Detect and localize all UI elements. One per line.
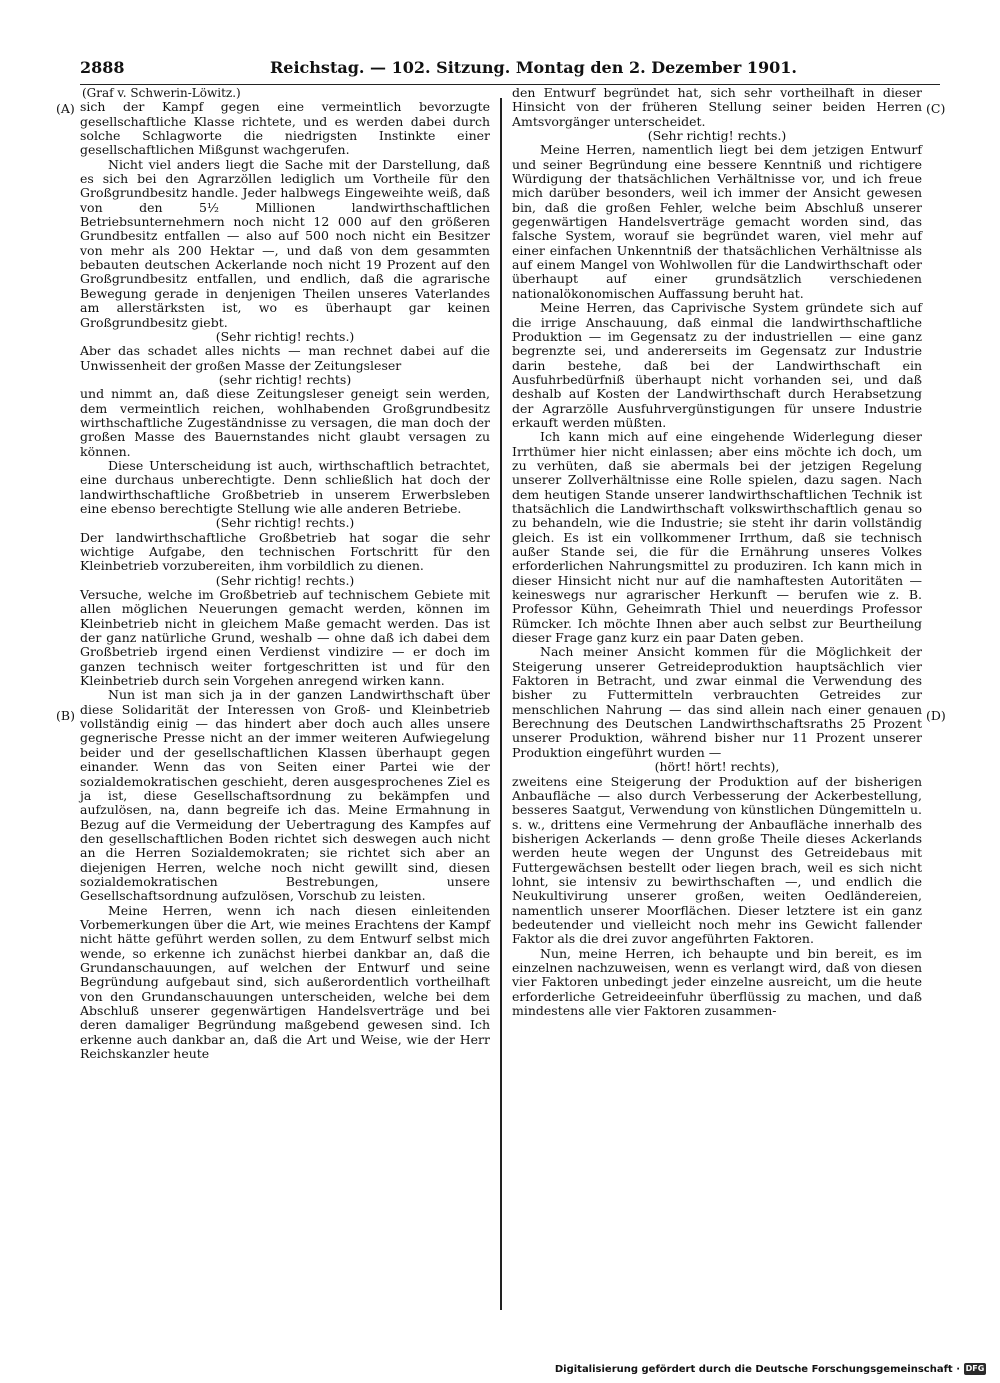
margin-marker-d: (D) <box>926 708 946 723</box>
left-column <box>80 86 490 1061</box>
paragraph: Meine Herren, das Caprivische System gründete sich auf die irrige Anschauung, daß einmal die landwirthschaftliche Produktion — im Gegensatz zu der industriellen — eine ganz begrenzte sei, und andererseits im Gegensatz zur Industrie darin bestehe, daß bei der Landwirthschaft ein Ausfuhrbedürfniß überhaupt nicht vorhanden sei, und daß deshalb auf Kosten der Landwirthschaft durch Herabsetzung der Agrarzölle Ausfuhrvergünstigungen für unsere Industrie erkauft werden müßten. <box>512 300 922 430</box>
running-title: Reichstag. — 102. Sitzung. Montag den 2. Dezember 1901. <box>270 58 797 77</box>
footer-credit: Digitalisierung gefördert durch die Deutsche Forschungsgemeinschaft · <box>554 1363 960 1375</box>
interjection: (Sehr richtig! rechts.) <box>215 572 355 588</box>
paragraph: zweitens eine Steigerung der Produktion auf der bisherigen Anbaufläche — also durch Verbesserung der Ackerbestellung, besseres Saatgut, Verwendung von künstlichen Düngemitteln u. s. w., drittens eine Vermehrung der Anbaufläche innerhalb des bisherigen Ackerlands — denn große Theile dieses Ackerlands werden heute wegen der Ungunst des Getreidebaus mit Futtergewächsen bestellt oder liegen brach, weil es sich nicht lohnt, sie intensiv zu bewirthschaften —, und endlich die Neukultivirung unserer großen, weiten Oedländereien, namentlich unserer Moorflächen. Dieser letztere ist ein ganz bedeutender und vielleicht noch mehr ins Gewicht fallender Faktor als die drei zuvor angeführten Faktoren. <box>512 773 922 947</box>
interjection: (sehr richtig! rechts) <box>218 371 352 387</box>
paragraph: den Entwurf begründet hat, sich sehr vortheilhaft in dieser Hinsicht von der früheren Stellung seiner beiden Herren Amtsvorgänger unterscheidet. <box>512 85 922 129</box>
paragraph: Nun, meine Herren, ich behaupte und bin bereit, es im einzelnen nachzuweisen, wenn es verlangt wird, daß von diesen vier Faktoren unbedingt jeder einzelne ausreicht, um die heute erforderliche Getreideeinfuhr überflüssig zu machen, und daß mindestens alle vier Faktoren zusammen- <box>512 945 922 1018</box>
paragraph: und nimmt an, daß diese Zeitungsleser geneigt sein werden, dem vermeintlich reichen, wohlhabenden Großgrundbesitz wirthschaftliche Zugeständnisse zu versagen, die man doch der großen Masse des Bauernstandes nicht glaubt versagen zu können. <box>80 386 490 459</box>
right-column <box>512 86 922 1018</box>
margin-marker-a: (A) <box>56 101 75 116</box>
margin-marker-c: (C) <box>926 101 946 116</box>
paragraph: Meine Herren, wenn ich nach diesen einleitenden Vorbemerkungen über die Art, wie meines Erachtens der Kampf nicht hätte geführt werden sollen, zu dem Entwurf selbst mich wende, so erkenne ich zunächst hierbei dankbar an, daß die Grundanschauungen, auf welchen der Entwurf und seine Begründung aufgebaut sind, sich außerordentlich vortheilhaft von den Grundanschauungen unterscheiden, welche bei dem Abschluß unserer gegenwärtigen Handelsverträge und bei deren damaliger Begründung maßgebend gewesen sind. Ich erkenne auch dankbar an, daß die Art und Weise, wie der Herr Reichskanzler heute <box>80 902 490 1062</box>
margin-marker-b: (B) <box>56 708 75 723</box>
paragraph: Versuche, welche im Großbetrieb auf technischem Gebiete mit allen möglichen Neuerungen gemacht werden, können im Kleinbetrieb nicht in gleichem Maße gemacht werden. Das ist der ganz natürliche Grund, weshalb — ohne daß ich dabei dem Großbetrieb irgend einen Verdienst vindizire — er doch im ganzen technisch weiter fortgeschritten ist und für den Kleinbetrieb durch sein Vorgehen anregend wirken kann. <box>80 587 490 689</box>
paragraph: Aber das schadet alles nichts — man rechnet dabei auf die Unwissenheit der großen Masse der Zeitungsleser <box>80 343 490 373</box>
page-number: 2888 <box>80 58 125 77</box>
paragraph: Nach meiner Ansicht kommen für die Möglichkeit der Steigerung unserer Getreideproduktion hauptsächlich vier Faktoren in Betracht, und zwar einmal die Verwendung des bisher zu Futtermitteln verbrauchten Getreides zur menschlichen Nahrung — das sind allein nach einer genauen Berechnung des Deutschen Landwirthschaftsraths 25 Prozent unserer Produktion, während bisher nur 11 Prozent unserer Produktion eingeführt wurden — <box>512 644 922 760</box>
interjection: (hört! hört! rechts), <box>654 759 780 775</box>
paragraph: Diese Unterscheidung ist auch, wirthschaftlich betrachtet, eine durchaus unberechtigte. Denn schließlich hat doch der landwirthschaftliche Großbetrieb in unserem Erwerbsleben eine ebenso berechtigte Stellung wie alle anderen Betriebe. <box>80 457 490 516</box>
interjection: (Sehr richtig! rechts.) <box>215 328 355 344</box>
paragraph: Ich kann mich auf eine eingehende Widerlegung dieser Irrthümer hier nicht einlassen; aber eins möchte ich doch, um zu verhüten, daß sie abermals bei der jetzigen Regelung unserer Zollverhältnisse eine Rolle spielen, dazu sagen. Nach dem heutigen Stande unserer landwirthschaftlichen Technik ist thatsächlich die Landwirthschaft volkswirthschaftlich genau so zu behandeln, wie die Industrie; sie steht ihr darin vollständig gleich. Es ist ein vollkommener Irrthum, daß sie technisch außer Stande sei, die für die Ernährung unseres Volkes erforderlichen Nahrungsmittel zu produziren. Ich kann mich in dieser Hinsicht nicht nur auf die namhaftesten Autoritäten — keineswegs nur agrarischer Herkunft — berufen wie z. B. Professor Kühn, Geheimrath Thiel und neuerdings Professor Rümcker. Ich möchte Ihnen aber auch selbst zur Beurtheilung dieser Frage ganz kurz ein paar Daten geben. <box>512 429 922 646</box>
paragraph: Nun ist man sich ja in der ganzen Landwirthschaft über diese Solidarität der Interessen von Groß- und Kleinbetrieb vollständig einig — das hindert aber doch auch alles unsere gegnerische Presse nicht an der immer weiteren Aufwiegelung beider und der gesellschaftlichen Klassen überhaupt gegen einander. Wenn das von Seiten einer Partei wie der sozialdemokratischen geschieht, deren ausgesprochenes Ziel es ja ist, diese Gesellschaftsordnung zu bekämpfen und aufzulösen, na, dann begreife ich das. Meine Ermahnung in Bezug auf die Vermeidung der Uebertragung des Kampfes auf den gesellschaftlichen Boden richtet sich deswegen auch nicht an die Herren Sozialdemokraten; sie richtet sich aber an diejenigen Herren, welche noch nicht gewillt sind, diesen sozialdemokratischen Bestrebungen, unsere Gesellschaftsordnung aufzulösen, Vorschub zu leisten. <box>80 687 490 904</box>
paragraph: Der landwirthschaftliche Großbetrieb hat sogar die sehr wichtige Aufgabe, den technischen Fortschritt für den Kleinbetrieb vorzubereiten, ihm vorbildlich zu dienen. <box>80 529 490 574</box>
interjection: (Sehr richtig! rechts.) <box>215 515 355 531</box>
paragraph: Meine Herren, namentlich liegt bei dem jetzigen Entwurf und seiner Begründung eine bessere Kenntniß und richtigere Würdigung der thatsächlichen Verhältnisse vor, und ich freue mich darüber besonders, weil ich immer der Ansicht gewesen bin, daß die großen Fehler, welche beim Abschluß unserer gegenwärtigen Handelsverträge gemacht worden sind, das falsche System, worauf sie begründet waren, viel mehr auf einer einfachen Unkenntniß der thatsächlichen Verhältnisse als auf einem Mangel von Wohlwollen für die Landwirthschaft oder überhaupt auf einer grundsätzlich verschiedenen nationalökonomischen Auffassung beruht hat. <box>512 142 922 301</box>
page-header <box>80 58 940 82</box>
paragraph: sich der Kampf gegen eine vermeintlich bevorzugte gesellschaftliche Klasse richtete, und es werden dabei durch solche Schlagworte die niedrigsten Instinkte einer gesellschaftlichen Mißgunst wachgerufen. <box>80 99 490 158</box>
digitization-footer <box>555 1363 986 1375</box>
speaker-note: (Graf v. Schwerin-Löwitz.) <box>82 86 241 100</box>
paragraph: Nicht viel anders liegt die Sache mit der Darstellung, daß es sich bei den Agrarzöllen lediglich um Vortheile für den Großgrundbesitz handle. Jeder halbwegs Eingeweihte weiß, daß von den 5½ Millionen landwirthschaftlichen Betriebsunternehmern noch nicht 12 000 auf den größeren Grundbesitz entfallen — also auf 500 noch nicht ein Besitzer von mehr als 200 Hektar —, und daß von dem gesammten bebauten deutschen Ackerlande noch nicht 19 Prozent auf den Großgrundbesitz entfallen, und endlich, daß die agrarische Bewegung gerade in denjenigen Theilen unseres Vaterlandes am allerstärksten ist, wo es überhaupt gar keinen Großgrundbesitz giebt. <box>80 156 490 330</box>
dfg-logo-icon: DFG <box>965 1364 985 1373</box>
column-divider <box>500 98 502 1310</box>
interjection: (Sehr richtig! rechts.) <box>647 128 787 144</box>
